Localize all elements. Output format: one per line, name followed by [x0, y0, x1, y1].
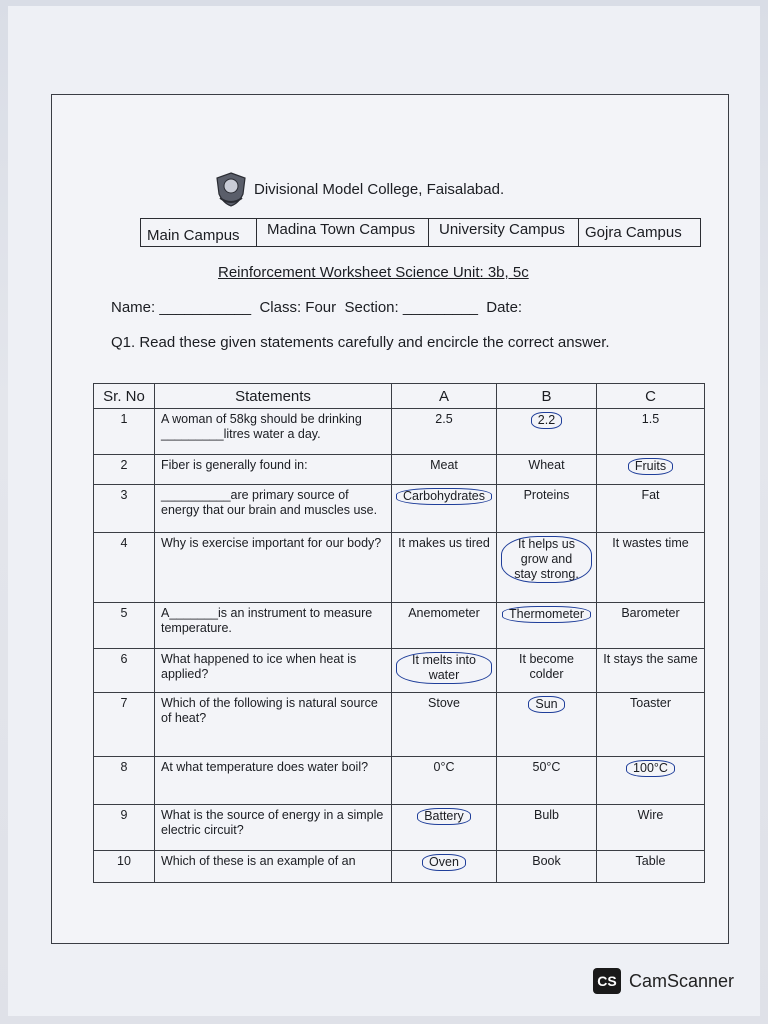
statement-cell-text: Which of the following is natural source of heat?	[161, 696, 378, 725]
option-a-cell	[392, 757, 497, 805]
row-number-text: 10	[117, 854, 131, 868]
statement-cell-text: What is the source of energy in a simple electric circuit?	[161, 808, 384, 837]
row-number-text: 5	[120, 606, 128, 620]
option-c-cell	[597, 693, 705, 757]
option-a-cell	[392, 805, 497, 851]
campus-cell: Gojra Campus	[579, 219, 701, 247]
header-statements: Statements	[155, 384, 392, 409]
circled-answer: Battery	[417, 808, 471, 825]
question-text: Q1. Read these given statements carefully and encircle the correct answer.	[111, 334, 610, 351]
option-c-cell-text: Fat	[641, 488, 660, 502]
college-name: Divisional Model College, Faisalabad.	[254, 180, 505, 198]
option-b-cell-text: Bulb	[533, 808, 560, 822]
table-row	[94, 851, 705, 883]
option-c-cell-text: It wastes time	[612, 536, 689, 550]
option-b-cell	[497, 603, 597, 649]
option-b-cell	[497, 757, 597, 805]
answer-table-body	[94, 409, 705, 883]
statement-cell-text: A_______is an instrument to measure temperature.	[161, 606, 373, 635]
circled-answer: 100°C	[626, 760, 675, 777]
option-c-cell	[597, 533, 705, 603]
option-c-cell	[597, 409, 705, 455]
option-b-cell	[497, 455, 597, 485]
statement-cell-text: What happened to ice when heat is applied?	[161, 652, 357, 681]
statement-cell	[155, 851, 392, 883]
option-c-cell-text: Table	[635, 854, 666, 868]
table-row	[94, 485, 705, 533]
option-b-cell-text: 50°C	[532, 760, 561, 774]
row-number-text: 1	[120, 412, 128, 426]
row-number-text: 6	[120, 652, 128, 666]
option-c-cell-text: Barometer	[621, 606, 680, 620]
table-header-row	[94, 384, 705, 409]
circled-answer: It melts into water	[396, 652, 492, 684]
option-c-cell	[597, 757, 705, 805]
option-c-cell	[597, 649, 705, 693]
option-b-cell	[497, 851, 597, 883]
option-a-cell	[392, 693, 497, 757]
option-c-cell-text: 1.5	[641, 412, 660, 426]
option-b-cell-text: It become colder	[519, 652, 574, 681]
statement-cell	[155, 533, 392, 603]
option-c-cell	[597, 851, 705, 883]
option-c-cell	[597, 805, 705, 851]
circled-answer: It helps us grow and stay strong.	[501, 536, 592, 583]
option-c-cell-text: Toaster	[630, 696, 671, 710]
statement-cell-text: Fiber is generally found in:	[161, 458, 308, 472]
row-number	[94, 455, 155, 485]
option-a-cell	[392, 603, 497, 649]
row-number	[94, 757, 155, 805]
option-a-cell-text: Meat	[430, 458, 458, 472]
option-c-cell	[597, 455, 705, 485]
row-number	[94, 409, 155, 455]
statement-cell	[155, 805, 392, 851]
statement-cell	[155, 603, 392, 649]
statement-cell-text: __________are primary source of energy that our brain and muscles use.	[161, 488, 378, 517]
college-crest-icon	[212, 170, 250, 208]
option-b-cell	[497, 485, 597, 533]
option-a-cell	[392, 649, 497, 693]
statement-cell	[155, 757, 392, 805]
option-b-cell-text: Proteins	[523, 488, 570, 502]
statement-cell	[155, 649, 392, 693]
option-b-cell	[497, 805, 597, 851]
campus-cell: Main Campus	[141, 219, 257, 247]
row-number-text: 4	[120, 536, 128, 550]
option-a-cell-text: 2.5	[435, 412, 453, 426]
row-number-text: 2	[120, 458, 128, 472]
row-number	[94, 693, 155, 757]
row-number	[94, 533, 155, 603]
statement-cell-text: A woman of 58kg should be drinking _________litres water a day.	[161, 412, 362, 441]
option-a-cell	[392, 851, 497, 883]
option-b-cell	[497, 693, 597, 757]
option-b-cell	[497, 649, 597, 693]
circled-answer: 2.2	[531, 412, 562, 429]
worksheet-title: Reinforcement Worksheet Science Unit: 3b, 5c	[218, 264, 529, 281]
option-b-cell-text: Wheat	[528, 458, 565, 472]
statement-cell	[155, 485, 392, 533]
option-a-cell	[392, 455, 497, 485]
option-b-cell	[497, 533, 597, 603]
table-row	[94, 805, 705, 851]
row-number-text: 7	[120, 696, 128, 710]
option-c-cell	[597, 485, 705, 533]
camscanner-watermark	[593, 968, 734, 994]
table-row	[94, 693, 705, 757]
option-a-cell	[392, 485, 497, 533]
college-header	[212, 170, 504, 208]
header-a: A	[392, 384, 497, 409]
circled-answer: Sun	[528, 696, 564, 713]
option-c-cell	[597, 603, 705, 649]
circled-answer: Carbohydrates	[396, 488, 492, 505]
option-b-cell-text: Book	[532, 854, 561, 868]
row-number	[94, 603, 155, 649]
option-a-cell-text: It makes us tired	[398, 536, 490, 550]
option-a-cell-text: Anemometer	[408, 606, 480, 620]
camscanner-brand: CamScanner	[629, 970, 735, 991]
header-c: C	[597, 384, 705, 409]
student-info-line: Name: ___________ Class: Four Section: _________ Date:	[111, 299, 523, 316]
campus-cell: Madina Town Campus	[257, 219, 429, 247]
statement-cell	[155, 409, 392, 455]
campus-table	[140, 218, 701, 247]
row-number	[94, 805, 155, 851]
option-a-cell	[392, 533, 497, 603]
table-row	[94, 757, 705, 805]
option-c-cell-text: It stays the same	[603, 652, 698, 666]
camscanner-logo-icon: CS	[593, 968, 621, 994]
campus-cell: University Campus	[429, 219, 579, 247]
row-number-text: 8	[120, 760, 128, 774]
statement-cell	[155, 455, 392, 485]
answer-table	[93, 383, 705, 883]
option-b-cell	[497, 409, 597, 455]
row-number	[94, 851, 155, 883]
statement-cell-text: Why is exercise important for our body?	[161, 536, 382, 550]
statement-cell-text: At what temperature does water boil?	[161, 760, 369, 774]
circled-answer: Oven	[422, 854, 466, 871]
circled-answer: Fruits	[628, 458, 673, 475]
table-row	[94, 409, 705, 455]
statement-cell	[155, 693, 392, 757]
table-row	[94, 649, 705, 693]
header-b: B	[497, 384, 597, 409]
header-sr-no: Sr. No	[94, 384, 155, 409]
option-a-cell-text: Stove	[428, 696, 460, 710]
table-row	[94, 455, 705, 485]
table-row	[94, 603, 705, 649]
row-number	[94, 649, 155, 693]
row-number	[94, 485, 155, 533]
table-row	[94, 533, 705, 603]
statement-cell-text: Which of these is an example of an	[161, 854, 356, 868]
row-number-text: 9	[120, 808, 128, 822]
option-a-cell-text: 0°C	[433, 760, 455, 774]
row-number-text: 3	[120, 488, 128, 502]
circled-answer: Thermometer	[502, 606, 591, 623]
option-c-cell-text: Wire	[637, 808, 664, 822]
option-a-cell	[392, 409, 497, 455]
